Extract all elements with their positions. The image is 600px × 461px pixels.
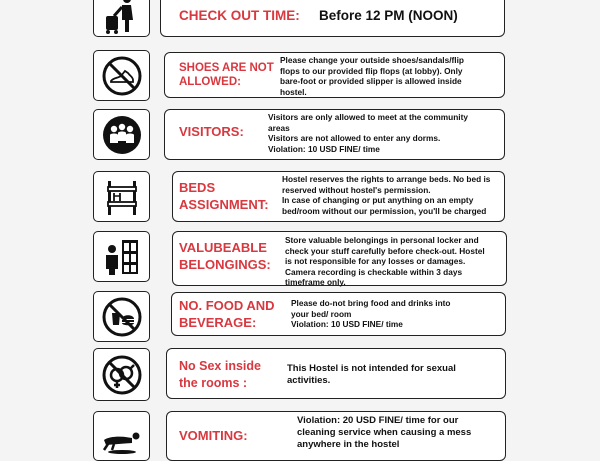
valuables-label-1: VALUBEABLE (179, 240, 267, 255)
valuables-desc-line: check your stuff carefully before check-out. Hostel (285, 245, 485, 256)
shoes-desc-line: bare-foot or provided slipper is allowed inside (280, 76, 462, 87)
beds-label-1: BEDS (179, 180, 216, 195)
vomiting-desc-line: anywhere in the hostel (297, 439, 400, 450)
shoes-label-2: ALLOWED: (179, 76, 241, 88)
food-desc-line: Violation: 10 USD FINE/ time (291, 319, 403, 330)
checkout-icon-box (93, 0, 150, 37)
valuables-desc-line: timeframe only. (285, 277, 346, 288)
visitors-desc-line: areas (268, 122, 290, 133)
vomiting-desc-line: cleaning service when causing a mess (297, 427, 472, 438)
traveler-with-luggage-icon (100, 0, 144, 36)
beds-card (172, 171, 505, 222)
beds-label-2: ASSIGNMENT: (179, 197, 269, 212)
shoes-desc-line: hostel. (280, 86, 307, 97)
vomiting-label: VOMITING: (179, 428, 248, 443)
sex-label-2: the rooms : (179, 376, 248, 390)
beds-icon-box (93, 171, 150, 222)
visitors-desc-line: Visitors are only allowed to meet at the community (268, 112, 468, 122)
vomiting-person-icon (100, 414, 144, 458)
no-food-icon (100, 295, 144, 339)
food-desc-line: your bed/ room (291, 308, 352, 319)
visitors-label: VISITORS: (179, 124, 244, 139)
shoes-card (164, 52, 505, 98)
beds-description (282, 174, 490, 216)
beds-desc-line: reserved without hostel's permission. (282, 184, 431, 195)
food-icon-box (93, 291, 150, 342)
food-card (171, 292, 506, 336)
no-sex-icon (100, 353, 144, 397)
sex-description (287, 363, 456, 387)
valuables-icon-box (93, 231, 150, 282)
shoes-icon-box (93, 50, 150, 101)
vomiting-description (297, 415, 471, 451)
checkout-value: Before 12 PM (NOON) (319, 8, 458, 23)
beds-desc-line: Hostel reserves the rights to arrange beds. No bed is (282, 174, 491, 184)
vomiting-card (166, 411, 506, 461)
checkout-card (160, 0, 505, 37)
bunk-bed-icon (100, 175, 144, 219)
vomiting-desc-line: Violation: 20 USD FINE/ time for our (297, 415, 459, 426)
no-shoes-icon (100, 54, 144, 98)
visitors-group-icon (100, 113, 144, 157)
food-label-1: NO. FOOD AND (179, 298, 275, 313)
visitors-desc-line: Violation: 10 USD FINE/ time (268, 143, 380, 154)
locker-person-icon (100, 235, 144, 279)
food-desc-line: Please do-not bring food and drinks into (291, 298, 451, 308)
sex-card (166, 348, 506, 399)
valuables-label-2: BELONGINGS: (179, 257, 271, 272)
visitors-icon-box (93, 109, 150, 160)
valuables-desc-line: is not responsible for any losses or damages. (285, 256, 466, 267)
shoes-desc-line: Please change your outside shoes/sandals/flip (280, 55, 464, 65)
visitors-desc-line: Visitors are not allowed to enter any dorms. (268, 133, 441, 144)
sex-desc-line: activities. (287, 375, 331, 386)
food-label-2: BEVERAGE: (179, 315, 257, 330)
valuables-card (172, 231, 507, 286)
valuables-desc-line: Store valuable belongings in personal locker and (285, 235, 479, 245)
food-description (291, 298, 450, 330)
sex-label-1: No Sex inside (179, 359, 261, 373)
sex-icon-box (93, 348, 150, 401)
valuables-desc-line: Camera recording is checkable within 3 days (285, 266, 463, 277)
sex-desc-line: This Hostel is not intended for sexual (287, 363, 456, 374)
shoes-label-1: SHOES ARE NOT (179, 62, 274, 74)
valuables-description (285, 235, 485, 288)
visitors-description (268, 112, 468, 154)
vomiting-icon-box (93, 411, 150, 461)
beds-desc-line: In case of changing or put anything on an empty (282, 195, 474, 206)
shoes-description (280, 55, 464, 97)
shoes-desc-line: flops to our provided flip flops (at lobby). Only (280, 65, 463, 76)
beds-desc-line: bed/room without our permission, you'll be charged (282, 205, 487, 216)
visitors-card (164, 109, 505, 160)
checkout-label: CHECK OUT TIME: (179, 8, 300, 23)
